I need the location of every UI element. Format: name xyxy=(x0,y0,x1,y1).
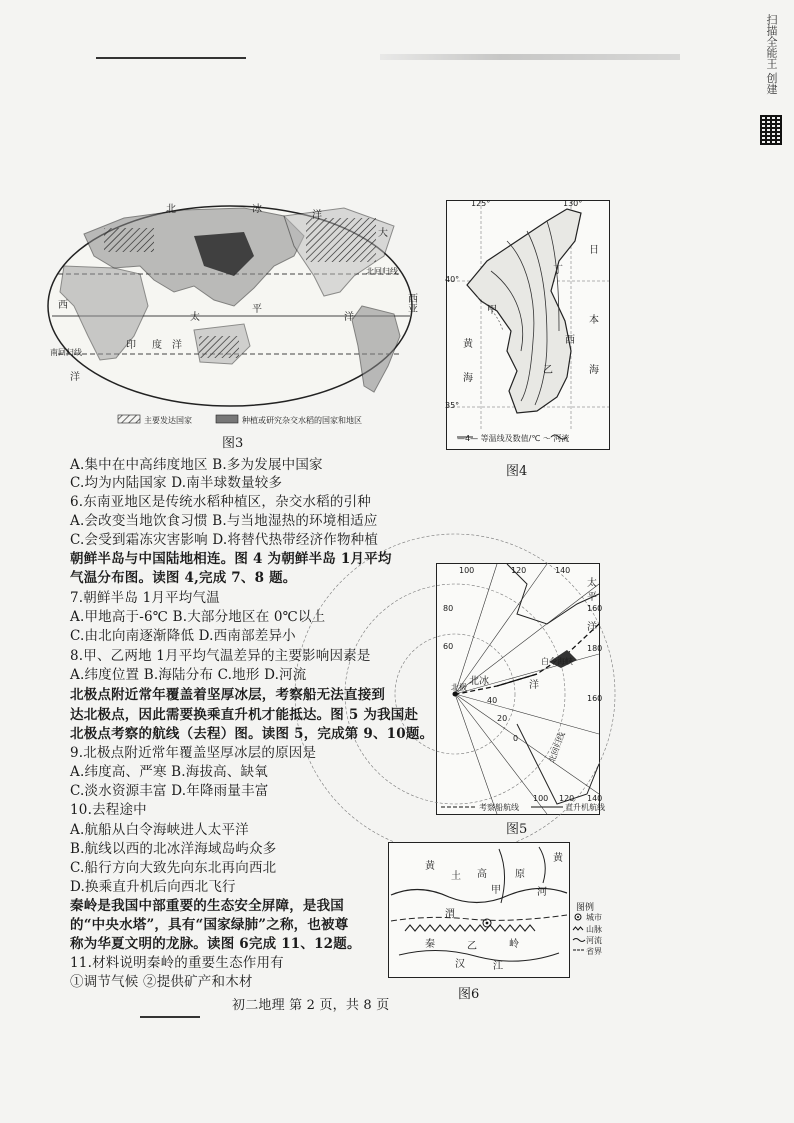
label-arctic: 北冰 xyxy=(469,676,489,687)
deg-0: 0 xyxy=(513,734,519,743)
label-yang: 洋 xyxy=(587,622,597,633)
figure-4-korea-map xyxy=(446,200,610,450)
map-label: 北回归线 xyxy=(366,267,398,276)
label-130: 130° xyxy=(563,199,583,208)
q10-option-c: C.船行方向大致先向东北再向西北 xyxy=(70,860,277,876)
deg-40: 40 xyxy=(487,696,498,705)
label-huang-river: 黄 xyxy=(553,853,563,864)
label-ben: 本 xyxy=(589,315,599,326)
map-label: 洋 xyxy=(312,210,322,221)
label-40: 40° xyxy=(445,275,460,284)
label-bering: 白令海峡 xyxy=(541,657,573,666)
map-label: 北 xyxy=(166,204,176,215)
figure-4-caption: 图4 xyxy=(506,464,528,479)
deg-20: 20 xyxy=(497,714,508,723)
q5-options-ab: A.集中在中高纬度地区 B.多为发展中国家 xyxy=(70,457,323,473)
q10-option-b: B.航线以西的北冰洋海域岛屿众多 xyxy=(70,841,277,857)
label-han: 汉 xyxy=(455,959,465,970)
q8-options: A.纬度位置 B.海陆分布 C.地形 D.河流 xyxy=(70,667,307,683)
q6-stem: 6.东南亚地区是传统水稻种植区，杂交水稻的引种 xyxy=(70,494,371,510)
map-label: 大 xyxy=(378,228,388,239)
deg-140b: 140 xyxy=(587,794,603,803)
label-35: 35° xyxy=(445,401,460,410)
q6-options-cd: C.会受到霜冻灾害影响 D.将替代热带经济作物种植 xyxy=(70,532,379,548)
q5-options-cd: C.均为内陆国家 D.南半球数量较多 xyxy=(70,475,283,491)
label-hai-east: 海 xyxy=(589,365,599,376)
map-label: 洋 xyxy=(70,372,80,383)
deg-180: 180 xyxy=(587,644,603,653)
label-ling: 岭 xyxy=(509,939,519,950)
map-label: 冰 xyxy=(252,204,262,215)
label-tai: 太 xyxy=(587,578,597,589)
watermark-text: 扫描全能王 创建 xyxy=(765,14,778,95)
deg-140: 140 xyxy=(555,566,571,575)
intro-fig6-2: 的“中央水塔”，具有“国家绿肺”之称，也被尊 xyxy=(70,917,349,933)
map-label: 西 xyxy=(58,300,68,311)
label-ri: 日 xyxy=(589,245,599,256)
q10-option-d: D.换乘直升机后向西北飞行 xyxy=(70,879,236,895)
label-wei: 渭 xyxy=(445,909,455,920)
legend-title: 图例 xyxy=(576,903,595,913)
label-yi: 乙 xyxy=(543,365,553,376)
label-yi: 乙 xyxy=(467,941,477,952)
label-yuan: 原 xyxy=(515,869,525,880)
label-tropic: 北回归线 xyxy=(547,730,567,765)
q9-stem: 9.北极点附近常年覆盖坚厚冰层的原因是 xyxy=(70,745,317,761)
legend-heli: 直升机航线 xyxy=(565,803,605,812)
map-label: 洋 xyxy=(172,340,182,351)
fig4-legend: —4— 等温线及数值/℃ ～ 河流 xyxy=(457,434,570,443)
label-tu: 土 xyxy=(451,871,461,882)
deg-160: 160 xyxy=(587,604,603,613)
map-label: 亚 xyxy=(408,304,418,315)
map-label: 平 xyxy=(252,304,262,315)
legend-hybrid-rice: 种植或研究杂交水稻的国家和地区 xyxy=(242,416,362,425)
q7-options-ab: A.甲地高于-6℃ B.大部分地区在 0℃以上 xyxy=(70,609,326,625)
label-ding: 丁 xyxy=(553,265,563,276)
label-hai-west: 海 xyxy=(463,373,473,384)
legend-mountain: 山脉 xyxy=(586,925,602,934)
legend-border: 省界 xyxy=(586,947,602,956)
intro-fig4-1: 朝鲜半岛与中国陆地相连。图 4 为朝鲜半岛 1月平均 xyxy=(70,551,392,567)
label-jiang: 江 xyxy=(493,961,503,972)
legend-developed: 主要发达国家 xyxy=(144,416,192,425)
map-label: 洋 xyxy=(344,312,354,323)
q9-options-ab: A.纬度高、严寒 B.海拔高、缺氧 xyxy=(70,764,268,780)
deg-120: 120 xyxy=(511,566,527,575)
q7-options-cd: C.由北向南逐渐降低 D.西南部差异小 xyxy=(70,628,296,644)
label-he: 河 xyxy=(537,887,547,898)
deg-100: 100 xyxy=(459,566,475,575)
figure-3-caption: 图3 xyxy=(222,436,244,451)
deg-80: 80 xyxy=(443,604,454,613)
label-north-pole: 北极 xyxy=(451,683,467,692)
legend-ship: 考察船航线 xyxy=(479,803,519,812)
scan-edge-line xyxy=(140,1016,200,1018)
label-jia: 甲 xyxy=(487,305,497,316)
intro-fig4-2: 气温分布图。读图 4,完成 7、8 题。 xyxy=(70,570,297,586)
scan-edge-line xyxy=(380,54,680,60)
q7-stem: 7.朝鲜半岛 1月平均气温 xyxy=(70,590,220,606)
label-125: 125° xyxy=(471,199,491,208)
scan-edge-line xyxy=(96,57,246,59)
figure-3-world-map xyxy=(44,196,416,432)
intro-fig5-3: 北极点考察的航线（去程）图。读图 5，完成第 9、10题。 xyxy=(70,726,434,742)
deg-100b: 100 xyxy=(533,794,549,803)
q10-stem: 10.去程途中 xyxy=(70,802,147,818)
legend-city: 城市 xyxy=(586,913,602,922)
figure-5-arctic-route-map xyxy=(436,563,605,815)
q11-options: ①调节气候 ②提供矿产和木材 xyxy=(70,974,253,990)
label-gao: 高 xyxy=(477,869,487,880)
figure-5-caption: 图5 xyxy=(506,822,528,837)
map-label: 印 xyxy=(126,340,136,351)
map-label: 度 xyxy=(152,340,162,351)
label-huang: 黄 xyxy=(463,339,473,350)
intro-fig5-1: 北极点附近常年覆盖着坚厚冰层，考察船无法直接到 xyxy=(70,687,386,703)
label-huang: 黄 xyxy=(425,861,435,872)
q11-stem: 11.材料说明秦岭的重要生态作用有 xyxy=(70,955,284,971)
map-label: 西 xyxy=(408,294,418,305)
label-arctic-yang: 洋 xyxy=(529,680,539,691)
figure-6-caption: 图6 xyxy=(458,987,480,1002)
q9-options-cd: C.淡水资源丰富 D.年降雨量丰富 xyxy=(70,783,269,799)
q10-option-a: A.航船从白令海峡进人太平洋 xyxy=(70,822,249,838)
label-qin: 秦 xyxy=(425,939,435,950)
q6-options-ab: A.会改变当地饮食习惯 B.与当地湿热的环境相适应 xyxy=(70,513,378,529)
map-label: 太 xyxy=(190,312,200,323)
page-footer: 初二地理 第 2 页，共 8 页 xyxy=(232,998,390,1013)
label-jia: 甲 xyxy=(491,885,501,896)
map-label: 南回归线 xyxy=(50,348,82,357)
label-ping: 平 xyxy=(587,592,597,603)
q8-stem: 8.甲、乙两地 1月平均气温差异的主要影响因素是 xyxy=(70,648,371,664)
label-xi: 西 xyxy=(565,335,575,346)
intro-fig6-1: 秦岭是我国中部重要的生态安全屏障，是我国 xyxy=(70,898,344,914)
deg-60: 60 xyxy=(443,642,454,651)
intro-fig6-3: 称为华夏文明的龙脉。读图 6完成 11、12题。 xyxy=(70,936,361,952)
qr-code-icon xyxy=(760,115,782,145)
deg-120b: 120 xyxy=(559,794,575,803)
legend-river: 河流 xyxy=(586,936,602,945)
deg-160b: 160 xyxy=(587,694,603,703)
figure-6-qinling-map xyxy=(388,842,600,978)
intro-fig5-2: 达北极点，因此需要换乘直升机才能抵达。图 5 为我国赴 xyxy=(70,707,419,723)
